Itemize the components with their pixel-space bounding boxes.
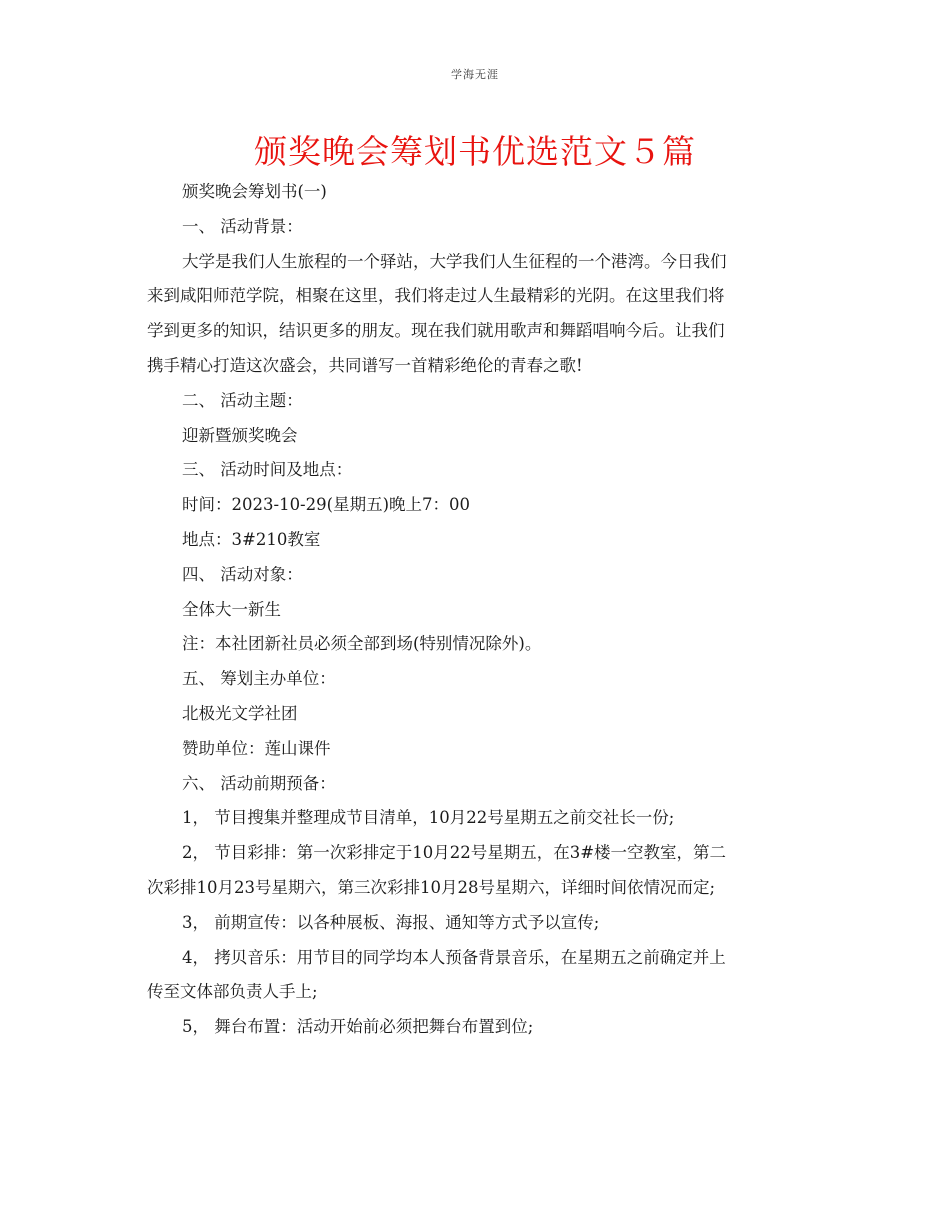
paragraph-line: 颁奖晚会筹划书(一) [182, 182, 327, 201]
paragraph-line: 来到咸阳师范学院，相聚在这里，我们将走过人生最精彩的光阴。在这里我们将 [147, 286, 725, 306]
paragraph-line: 二、 活动主题： [182, 390, 303, 410]
paragraph-line: 2， 节目彩排：第一次彩排定于10月22号星期五，在3#楼一空教室，第二 [182, 843, 727, 863]
paragraph-line: 地点：3#210教室 [182, 529, 321, 549]
paragraph-line: 4， 拷贝音乐：用节目的同学均本人预备背景音乐，在星期五之前确定并上 [182, 947, 726, 967]
document-title: 颁奖晚会筹划书优选范文５篇 [254, 132, 696, 171]
paragraph-line: 大学是我们人生旅程的一个驿站，大学我们人生征程的一个港湾。今日我们 [182, 251, 727, 271]
paragraph-line: 一、 活动背景： [182, 216, 303, 236]
paragraph-line: 五、 筹划主办单位： [182, 669, 336, 689]
paragraph-line: 四、 活动对象： [182, 564, 303, 584]
paragraph-line: 携手精心打造这次盛会，共同谱写一首精彩绝伦的青春之歌! [147, 355, 583, 375]
document-body [147, 175, 803, 1045]
paragraph-line: 三、 活动时间及地点： [182, 460, 353, 480]
paragraph-line: 次彩排10月23号星期六，第三次彩排10月28号星期六，详细时间依情况而定; [147, 877, 716, 897]
paragraph-line: 学到更多的知识，结识更多的朋友。现在我们就用歌声和舞蹈唱响今后。让我们 [147, 321, 725, 341]
paragraph-line: 1， 节目搜集并整理成节目清单，10月22号星期五之前交社长一份; [182, 808, 675, 828]
paragraph-line: 注：本社团新社员必须全部到场(特别情况除外)。 [182, 634, 542, 654]
paragraph-line: 5， 舞台布置：活动开始前必须把舞台布置到位; [182, 1017, 534, 1037]
page-header: 学海无涯 [451, 68, 499, 81]
paragraph-line: 3， 前期宣传：以各种展板、海报、通知等方式予以宣传; [182, 912, 600, 932]
paragraph-line: 传至文体部负责人手上; [147, 982, 318, 1002]
paragraph-line: 六、 活动前期预备： [182, 773, 336, 793]
paragraph-line: 迎新暨颁奖晚会 [182, 425, 298, 445]
paragraph-line: 北极光文学社团 [182, 703, 298, 723]
paragraph-line: 赞助单位：莲山课件 [182, 738, 331, 758]
paragraph-line: 时间：2023-10-29(星期五)晚上7：00 [182, 495, 471, 515]
paragraph-line: 全体大一新生 [182, 599, 281, 619]
